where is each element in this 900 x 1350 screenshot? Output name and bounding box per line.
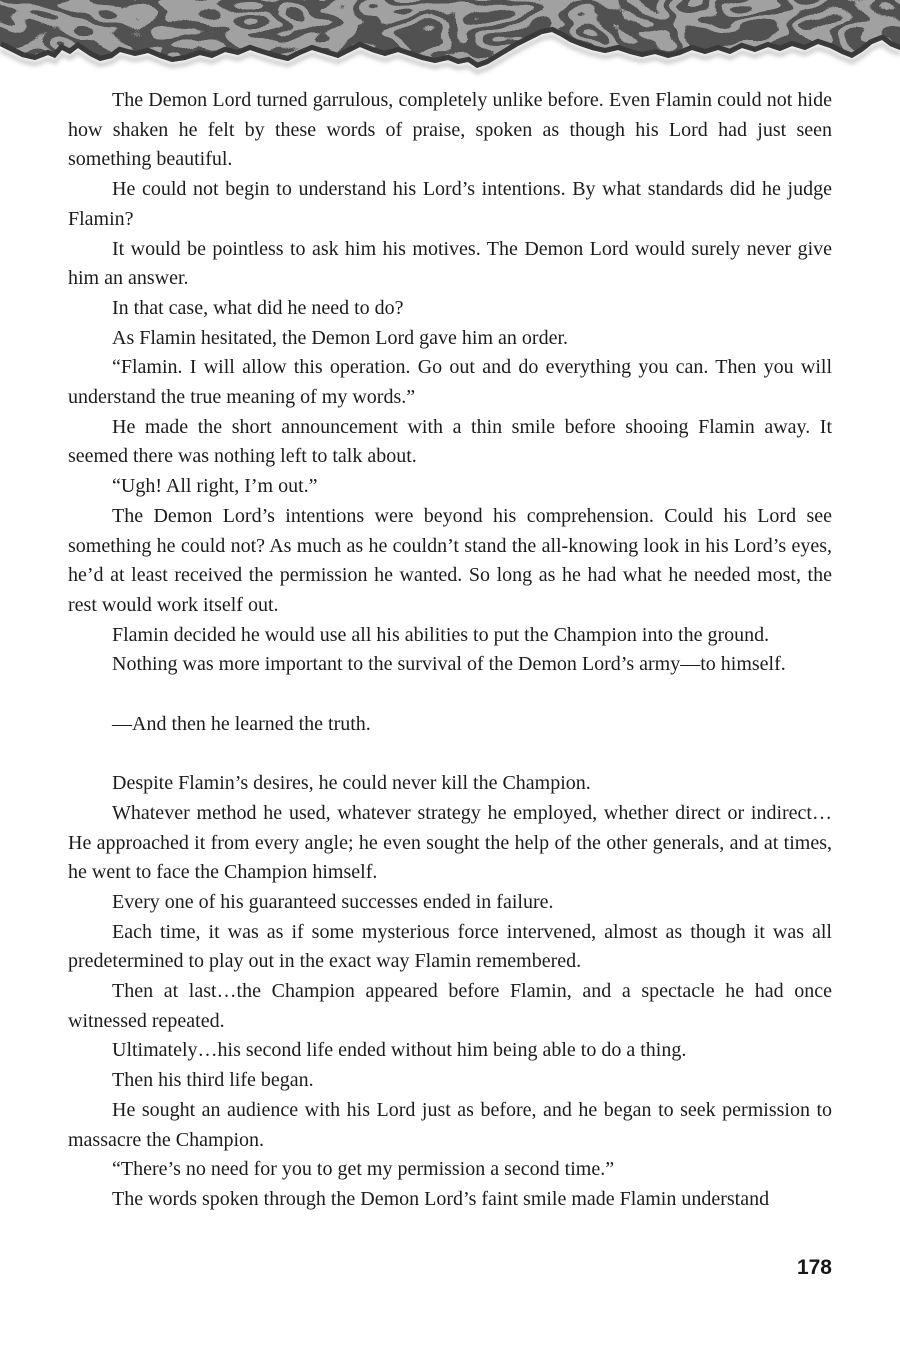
paragraph: Flamin decided he would use all his abilities to put the Champion into the ground.: [112, 623, 770, 646]
paragraph: Every one of his guaranteed successes ended in failure.: [112, 890, 554, 913]
paragraph: “Flamin. I will allow this operation. Go out and do everything you can. Then you will understand the true meaning of my words.”: [68, 356, 832, 409]
paragraph-gap: [68, 739, 832, 769]
paragraph: Nothing was more important to the survival of the Demon Lord’s army—to himself.: [112, 653, 786, 676]
paragraph: In that case, what did he need to do?: [112, 296, 404, 319]
paragraph: Ultimately…his second life ended without him being able to do a thing.: [112, 1039, 687, 1062]
paragraph: Whatever method he used, whatever strategy he employed, whether direct or indirect… He approached it from every angle; he even sought the help of the other generals, and at times, he went to face the Champion himself.: [68, 801, 832, 884]
paragraph: Then his third life began.: [112, 1069, 314, 1092]
fingerprint-swirl-pattern: [0, 0, 900, 82]
paragraph: Despite Flamin’s desires, he could never kill the Champion.: [112, 772, 591, 795]
paragraph: Each time, it was as if some mysterious force intervened, almost as though it was all predetermined to play out in the exact way Flamin remembered.: [68, 920, 832, 973]
paragraph: He made the short announcement with a thin smile before shooing Flamin away. It seemed there was nothing left to talk about.: [68, 415, 832, 468]
paragraph: The words spoken through the Demon Lord’s faint smile made Flamin understand: [112, 1187, 770, 1210]
torn-paper-header: [0, 0, 900, 82]
page-text: [68, 86, 832, 1215]
paragraph: —And then he learned the truth.: [112, 712, 371, 735]
paragraph: He sought an audience with his Lord just as before, and he began to seek permission to massacre the Champion.: [68, 1098, 832, 1151]
torn-paper-texture-image: [0, 0, 900, 82]
paragraph: As Flamin hesitated, the Demon Lord gave him an order.: [112, 326, 569, 349]
paragraph-gap: [68, 680, 832, 710]
paragraph: “Ugh! All right, I’m out.”: [112, 475, 318, 498]
paragraph: Then at last…the Champion appeared before Flamin, and a spectacle he had once witnessed repeated.: [68, 980, 832, 1032]
paragraph: The Demon Lord turned garrulous, completely unlike before. Even Flamin could not hide how shaken he felt by these words of praise, spoken as though his Lord had just seen something beautiful.: [68, 89, 832, 171]
paragraph: He could not begin to understand his Lord’s intentions. By what standards did he judge Flamin?: [68, 178, 832, 230]
paragraph: It would be pointless to ask him his motives. The Demon Lord would surely never give him an answer.: [68, 237, 832, 290]
paragraph: “There’s no need for you to get my permission a second time.”: [112, 1158, 615, 1181]
paragraph: The Demon Lord’s intentions were beyond his comprehension. Could his Lord see something he could not? As much as he couldn’t stand the all-knowing look in his Lord’s eyes, he’d at least received the permission he wanted. So long as he had what he needed most, the rest would work itself out.: [68, 504, 832, 616]
page-number: 178: [796, 1256, 832, 1279]
